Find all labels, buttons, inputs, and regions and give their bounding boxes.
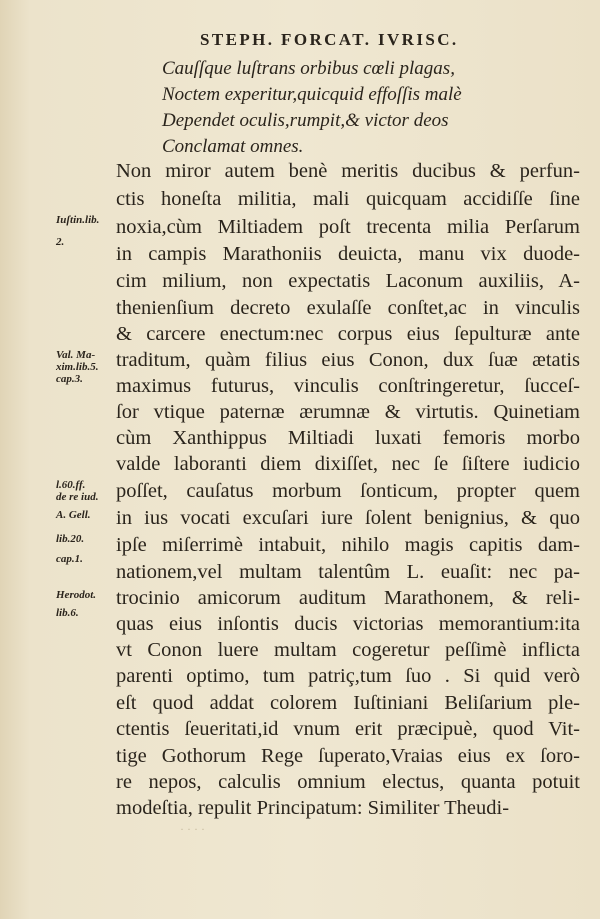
- margin-note-line: cap.3.: [56, 373, 83, 385]
- verse-line: Noctem experitur,quicquid effoſſis malè: [162, 84, 462, 105]
- margin-note-line: A. Gell.: [56, 509, 91, 521]
- body-line: ctis honeſta militia, mali quicquam accidiſſe ſine: [116, 188, 580, 210]
- body-line: cim milium, non expectatis Laconum auxiliis, A-: [116, 270, 580, 292]
- body-line: ctentis ſeueritati,id vnum erit præcipuè, quod Vit-: [116, 718, 580, 740]
- margin-note-line: cap.1.: [56, 553, 83, 565]
- margin-note-line: xim.lib.5.: [56, 361, 99, 373]
- body-line: & carcere enectum:nec corpus eius ſepulturæ ante: [116, 323, 580, 345]
- body-line: quas eius inſontis ducis victorias memorantium:ita: [116, 613, 580, 635]
- margin-note: [56, 349, 118, 385]
- body-line: cùm Xanthippus Miltiadi luxati femoris morbo: [116, 427, 580, 449]
- margin-note: [56, 589, 118, 619]
- body-line: tige Gothorum Rege ſuperato,Vraias eius ex ſoro-: [116, 745, 580, 767]
- body-line: traditum, quàm filius eius Conon, dux ſuæ ætatis: [116, 349, 580, 371]
- body-line: re nepos, calculis omnium electus, quanta potuit: [116, 771, 580, 793]
- margin-note-line: lib.20.: [56, 533, 85, 545]
- body-line: thenienſium decreto exulaſſe conſtet,ac in vinculis: [116, 297, 580, 319]
- body-line: in ius vocati excuſari iure ſolent benignius, & quo: [116, 507, 580, 529]
- body-line: Non miror autem benè meritis ducibus & perfun-: [116, 160, 580, 182]
- body-line: ſor vtique paternæ ærumnæ & virtutis. Quinetiam: [116, 401, 580, 423]
- verse-line: Conclamat omnes.: [162, 136, 304, 157]
- margin-note-line: Val. Ma-: [56, 349, 96, 361]
- body-line: modeſtia, repulit Principatum: Similiter Theudi-: [116, 797, 510, 819]
- margin-note-line: Iuſtin.lib.: [56, 214, 100, 226]
- margin-note-line: 2.: [56, 236, 65, 248]
- body-line: maximus futurus, vinculis conſtringeretur, ſucceſ-: [116, 375, 580, 397]
- body-line: trocinio amicorum auditum Marathonem, & reli-: [116, 587, 580, 609]
- body-line: valde laboranti diem dixiſſet, nec ſe ſiſtere iudicio: [116, 453, 580, 475]
- verse-line: Cauſſque luſtrans orbibus cœli plagas,: [162, 58, 455, 79]
- body-line: eſt quod addat colorem Iuſtiniani Beliſarium ple-: [116, 692, 580, 714]
- margin-note-line: l.60.ff.: [56, 479, 86, 491]
- bleed-through-mark: · · · ·: [180, 822, 205, 836]
- verse-line: Dependet oculis,rumpit,& victor deos: [162, 110, 449, 131]
- running-header: STEPH. FORCAT. IVRISC.: [200, 30, 459, 49]
- body-line: nationem,vel multam talentûm L. euaſit: nec pa-: [116, 561, 580, 583]
- margin-note: [56, 479, 118, 565]
- body-line: parenti optimo, tum patriç,tum ſuo . Si quid verò: [116, 665, 580, 687]
- body-line: ipſe miſerrimè intabuit, nihilo magis capitis dam-: [116, 534, 580, 556]
- body-line: vt Conon luere multam cogeretur peſſimè inflicta: [116, 639, 580, 661]
- margin-note-line: Herodot.: [56, 589, 97, 601]
- body-line: noxia,cùm Miltiadem poſt trecenta milia Perſarum: [116, 216, 580, 238]
- margin-note-line: de re iud.: [56, 491, 99, 503]
- margin-note: [56, 214, 118, 248]
- body-line: in campis Marathoniis deuicta, manu vix duode-: [116, 243, 580, 265]
- body-line: poſſet, cauſatus morbum ſonticum, propter quem: [116, 480, 580, 502]
- margin-note-line: lib.6.: [56, 607, 79, 619]
